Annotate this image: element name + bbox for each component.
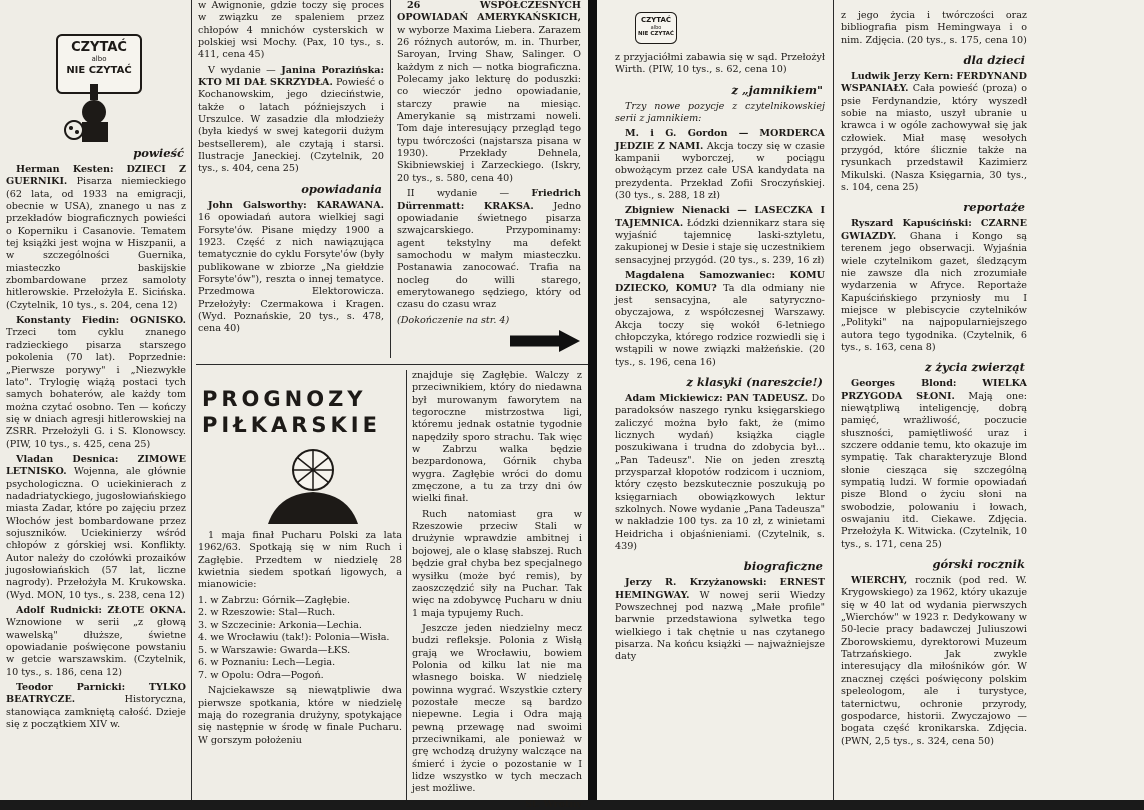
review-blond: Georges Blond: WIELKA PRZYGODA SŁONI. Mają one: niewątpliwą inteligencję, dobrą pamięć, wrażliwość, poczucie słuszności, pamiętliwość uraz i szczere oddanie temu, kto okazuje im sympatię. Tak charakteryzuje Blond słonie ciesząca się szczególną sympatią ludzi. W formie opowiadań pisze Blond o życiu słoni na swobodzie, polowaniu i łowach, oswajaniu itd. Ciekawe. Zdjęcia. Przełożyła K. Witwicka. (Czytelnik, 10 tys., s. 171, cena 25) xyxy=(841,378,1027,550)
review-krzyzanowski: Jerzy R. Krzyżanowski: ERNEST HEMINGWAY. W nowej serii Wiedzy Powszechnej pod nazwą „Małe profile" barwnie przedstawiona sylwetka tego wielkiego i tak chętnie u nas czytanego pisarza. Na końcu książki — najważniejsze daty xyxy=(615,577,825,663)
match-item: 6. w Poznaniu: Lech—Legia. xyxy=(198,657,336,669)
left-column-2 xyxy=(198,0,384,360)
review-durrenmatt: II wydanie — Friedrich Dürrenmatt: KRAKSA. Jedno opowiadanie świetnego pisarza szwajcarskiego. Przypominamy: agent tekstylny ma defekt samochodu w małym miasteczku. Postanawia zanocować. Trafia na nocleg do willi starego, emerytowanego sędziego, który od czasu do czasu wraz xyxy=(397,188,581,311)
prognozy-title-line-2: PIŁKARSKIE xyxy=(202,413,381,437)
prognozy-text-2: znajduje się Zagłębie. Walczy z przeciwnikiem, który do niedawna był murowanym faworytem na tegoroczne mistrzostwa ligi, któremu jednak ostatnie tygodnie napędziły sporo strachu. Tak więc w Zabrzu walka będzie bezpardonowa, Górnik chyba wygra. Zagłębie wróci do domu zmęczone, a tu za trzy dni ów wielki finał. xyxy=(412,370,582,505)
section-gorski-rocznik: górski rocznik xyxy=(932,557,1025,572)
section-biograficzne: biograficzne xyxy=(743,559,823,574)
reader-figure-icon xyxy=(36,84,156,144)
review-kesten: Herman Kesten: DZIECI Z GUERNIKI. Pisarza niemieckiego (62 lata, od 1933 na emigracji, obecnie w USA), znanego u nas z przekładów biograficznych powieści o Koperniku i Casanovie. Tematem tej książki jest wojna w Hiszpanii, a w szczególności Guernika, miasteczko baskijskie zbombardowane przez samoloty hitlerowskie. Przełożyła E. Sicińska. (Czytelnik, 10 tys., s. 204, cena 12) xyxy=(6,164,186,311)
match-item: 3. w Szczecinie: Arkonia—Lechia. xyxy=(198,619,362,631)
prognozy-title-line-1: PROGNOZY xyxy=(202,387,367,411)
prognozy-text-3: Ruch natomiast gra w Rzeszowie przeciw Stali w drużynie wprawdzie ambitnej i bojowej, ale o klasę słabszej. Ruch będzie grał chyba bez specjalnego wysiłku (może być remis), by zaoszczędzić siły na Puchar. Tak więc na zdobywcę Pucharu w dniu 1 maja typujemy Ruch. xyxy=(412,508,582,619)
logo-line-3: NIE CZYTAĆ xyxy=(66,65,132,76)
left-column-1 xyxy=(6,0,186,800)
review-kapuscinski: Ryszard Kapuściński: CZARNE GWIAZDY. Ghana i Kongo są terenem jego obserwacji. Wyjaśnia wiele czytelnikom gazet, śledzącym nie zawsze dla nich zrozumiałe wydarzenia w Afryce. Reportaże Kapuścińskiego przyniosły mu I miejsce w plebiscycie czytelników „Polityki" na najpopularniejszego autora tego tygodnika. (Czytelnik, 6 tys., s. 163, cena 8) xyxy=(841,218,1027,353)
czytac-logo-small xyxy=(635,12,677,44)
prognozy-intro: 1 maja finał Pucharu Polski za lata 1962/63. Spotkają się w nim Ruch i Zagłębie. Przedtem w niedzielę 28 kwietnia siedem spotkań ligowych, a mianowicie: xyxy=(198,530,402,591)
review-parnicki-continued: w Awignonie, gdzie toczy się proces w związku ze spaleniem przez chłopów 4 mnichów cysterskich w polskiej wsi Mochy. (Pax, 10 tys., s. 411, cena 45) xyxy=(198,0,384,61)
review-porazinska: V wydanie — Janina Porazińska: KTO MI DAŁ SKRZYDŁA. Powieść o Kochanowskim, jego dzieciństwie, także o latach późniejszych i Urszulce. W zasadzie dla młodzieży (była kiedyś w swej kategorii dużym bestsellerem), ale czytają i starsi. Ilustracje Janeckiej. (Czytelnik, 20 tys., s. 404, cena 25) xyxy=(198,64,384,175)
logo-small-line-3: NIE CZYTAĆ xyxy=(638,31,674,37)
review-mickiewicz: Adam Mickiewicz: PAN TADEUSZ. Do paradoksów naszego rynku księgarskiego zaliczyć można było fakt, że (mimo licznych wydań) książka ciągle poszukiwana i trudna do zdobycia był... „Pan Tadeusz". Nie on jeden zresztą przysparzał kłopotów rodzicom i uczniom, który często bezskutecznie poszukują po księgarniach obowiązkowych lektur szkolnych. Nowe wydanie „Pana Tadeusza" w nakładzie 100 tys. za 10 zł, z winietami Heidricha i objaśnieniami. (Czytelnik, s. 439) xyxy=(615,392,825,553)
section-jamnik: z „jamnikiem" xyxy=(731,82,823,97)
prognozy-signature: St. Wrotny xyxy=(525,798,582,810)
left-column-rule-2 xyxy=(390,0,391,358)
review-amerykanskie: 26 WSPÓŁCZESNYCH OPOWIADAŃ AMERYKAŃSKICH, w wyborze Maxima Liebera. Zarazem 26 różnych autorów, m. in. Thurber, Saroyan, Irving Shaw, Salinger. O każdym z nich — notka biograficzna. Polecamy jako lekturę do poduszki: co wieczór jedno opowiadanie, starczy prawie na miesiąc. Amerykanie są mistrzami noweli. Tom daje interesujący przegląd tego typu twórczości (najstarsza pisana w 1930). Przekłady Dehnela, Skibniewskiej i Zarzeckiego. (Iskry, 20 tys., s. 580, cena 40) xyxy=(397,0,581,184)
czytac-logo xyxy=(6,0,186,140)
prognozy-column-2 xyxy=(412,370,582,810)
left-column-3 xyxy=(397,0,581,330)
match-item: 2. w Rzeszowie: Stal—Ruch. xyxy=(198,607,336,619)
section-klasyka: z klasyki (nareszcie!) xyxy=(686,374,823,389)
review-wierchy: WIERCHY, rocznik (pod red. W. Krygowskiego) za 1962, który ukazuje się w 40 lat od wydania pierwszych „Wierchów" w 1923 r. Dedykowany w 50-lecie pracy badawczej Juliuszowi Zborowskiemu, dyrektorowi Muzeum Tatrzańskiego. Jak zwykle interesujący dla miłośników gór. W znacznej części poświęcony polskim speleologom, ale i turystyce, taternictwu, ochronie przyrody, gospodarce, historii. Zwyczajowo — bogata część kronikarska. Zdjęcia. (PWN, 2,5 tys., s. 324, cena 50) xyxy=(841,575,1027,747)
right-page xyxy=(597,0,1144,800)
right-column-1 xyxy=(615,0,825,800)
page-gutter xyxy=(588,0,597,800)
review-rudnicki: Adolf Rudnicki: ZŁOTE OKNA. Wznowione w serii „z głową wawelską" dłuższe, świetne opowiadanie poświęcone powstaniu w getcie warszawskim. (Czytelnik, 10 tys., s. 186, cena 12) xyxy=(6,605,186,678)
football-player-icon xyxy=(258,444,368,524)
review-krzyzanowski-continued: z jego życia i twórczości oraz bibliografia pism Hemingwaya i o nim. Zdjęcia. (20 tys., s. 175, cena 10) xyxy=(841,10,1027,46)
match-item: 5. w Warszawie: Gwarda—ŁKS. xyxy=(198,644,351,656)
review-kern: Ludwik Jerzy Kern: FERDYNAND WSPANIAŁY. Cała powieść (proza) o psie Ferdynandzie, który wyszedł sobie na miasto, uszył ubranie u krawca i w ogóle zachowywał się jak człowiek. Miał masę wesołych przygód, które ślicznie także na rysunkach przedstawił Kazimierz Mikulski. (Nasza Księgarnia, 30 tys., s. 104, cena 25) xyxy=(841,71,1027,194)
section-reportaze: reportaże xyxy=(963,200,1025,215)
review-galsworthy: John Galsworthy: KARAWANA. 16 opowiadań autora wielkiej sagi Forsyte'ów. Pisane między 1900 a 1923. Część z nich nawiązująca tematycznie do cyklu Forsyte'ów (były publikowane w zbiorze „Na giełdzie Forsyte'ów"), reszta o innej tematyce. Przedmowa Elektorowicza. Przełożyły: Czermakowa i Kragen. (Wyd. Poznańskie, 20 tys., s. 478, cena 40) xyxy=(198,199,384,335)
continuation-arrow-icon xyxy=(510,330,580,352)
section-zwierzeta: z życia zwierząt xyxy=(924,360,1025,375)
prognozy-column-rule xyxy=(406,370,407,800)
prognozy-text-4: Jeszcze jeden niedzielny mecz budzi refleksje. Polonia z Wisłą grają we Wrocławiu, bowiem Polonia od kilku lat nie ma własnego boiska. W niedzielę powinna wygrać. Wszystkie cztery pozostałe mecze są bardzo niepewne. Legia i Odra mają pewną przewagę nad swoimi przeciwnikami, ale ponieważ w grę wchodzą drużyny walczące na śmierć i życie o pozostanie w I lidze wszystko w tych meczach jest możliwe. xyxy=(412,622,582,795)
match-item: 7. w Opolu: Odra—Pogoń. xyxy=(198,669,324,681)
review-parnicki: Teodor Parnicki: TYLKO BEATRYCZE. Historyczna, stanowiąca zamkniętą całość. Dzieje się z początkiem XIV w. xyxy=(6,682,186,731)
review-nienacki: Zbigniew Nienacki — LASECZKA I TAJEMNICA. Łódzki dziennikarz stara się wyjaśnić tajemnicę laski-sztyletu, zakupionej w Desie i staje się uczestnikiem sensacyjnej przygód. (20 tys., s. 239, 16 zł) xyxy=(615,205,825,266)
right-column-2 xyxy=(841,0,1027,800)
jamnik-intro: Trzy nowe pozycje z czytelnikowskiej serii z jamnikiem: xyxy=(615,100,825,125)
right-column-rule xyxy=(833,0,834,800)
review-fiedin: Konstanty Fiedin: OGNISKO. Trzeci tom cyklu znanego radzieckiego pisarza starszego pokolenia (70 lat). Poprzednie: „Pierwsze porywy" i „Niezwykłe lato". Trylogię wiążą postaci tych samych bohaterów, ale każdy tom można czytać osobno. Ten — kończy się w dniach agresji hitlerowskiej na ZSRR. Przełożyli G. i S. Klonowscy. (PIW, 10 tys., s. 425, cena 25) xyxy=(6,315,186,450)
match-item: 1. w Zabrzu: Górnik—Zagłębie. xyxy=(198,594,351,606)
review-gordon: M. i G. Gordon — MORDERCA JEDZIE Z NAMI. Akcja toczy się w czasie kampanii wyborczej, w pociągu obwożącym przez całe USA kandydata na prezydenta. Przekład Zofii Sroczyńskiej. (30 tys., s. 288, 18 zł) xyxy=(615,128,825,202)
logo-line-1: CZYTAĆ xyxy=(71,40,127,55)
review-desnica: Vladan Desnica: ZIMOWE LETNISKO. Wojenna, ale głównie psychologiczna. O uciekinierach z nadadriatyckiego, jugosłowiańskiego miasta Zadar, które po zajęciu przez Włochów jest bombardowane przez sojuszników. Uciekinierzy wśród chłopów z górskiej wsi. Konflikty. Autor należy do czołówki prozaików jugosłowiańskich (57 lat, liczne nagrody). Przełożyła M. Krukowska. (Wyd. MON, 10 tys., s. 238, cena 12) xyxy=(6,453,186,601)
prognozy-column-1 xyxy=(198,370,402,800)
logo-line-2: albo xyxy=(91,55,107,63)
prognozy-box xyxy=(198,370,584,810)
continuation-note: (Dokończenie na str. 4) xyxy=(397,314,510,326)
logo-small-line-1: CZYTAĆ xyxy=(640,16,672,24)
logo-small-line-2: albo xyxy=(650,25,662,31)
review-durrenmatt-continued: z przyjaciółmi zabawia się w sąd. Przełożył Wirth. (PIW, 10 tys., s. 62, cena 10) xyxy=(615,52,825,76)
review-samozwaniec: Magdalena Samozwaniec: KOMU DZIECKO, KOMU? Ta dla odmiany nie jest sensacyjna, ale satyryczno-obyczajowa, z współczesnej Warszawy. Akcja toczy się wokół 6-letniego chłopczyka, którego rodzice rozwiedli się i wstąpili w nowe związki małżeńskie. (20 tys., s. 196, cena 16) xyxy=(615,270,825,368)
prognozy-text-1: Najciekawsze są niewątpliwie dwa pierwsze spotkania, które w niedzielę mają do rozegrania drużyny, spotykające się następnie w środę w finale Pucharu. W gorszym położeniu xyxy=(198,685,402,746)
section-powiesc: powieść xyxy=(133,146,184,160)
prognozy-title xyxy=(202,386,402,438)
left-column-rule-1 xyxy=(191,0,192,800)
match-item: 4. we Wrocławiu (tak!): Polonia—Wisła. xyxy=(198,632,390,644)
match-list xyxy=(198,595,402,683)
prognozy-top-rule xyxy=(196,364,588,365)
section-dla-dzieci: dla dzieci xyxy=(963,53,1025,68)
section-opowiadania: opowiadania xyxy=(301,181,382,196)
